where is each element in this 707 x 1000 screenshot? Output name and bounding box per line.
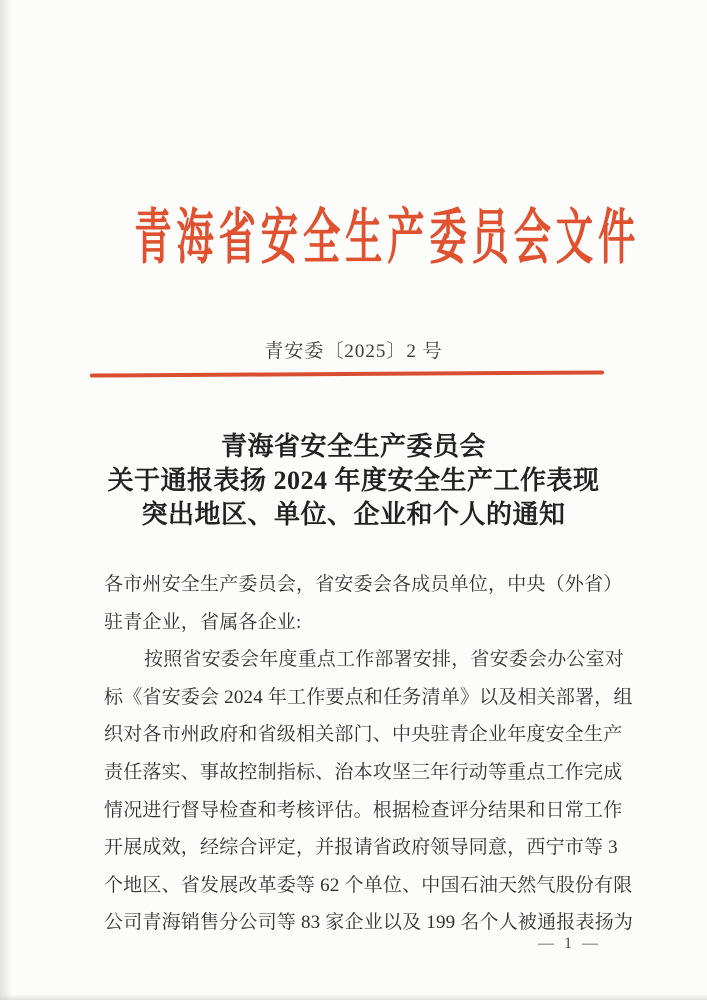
scan-edge-shadow-bottom <box>0 994 707 1000</box>
body-line: 责任落实、事故控制指标、治本攻坚三年行动等重点工作完成 <box>104 761 623 783</box>
notice-title-line-1: 青海省安全生产委员会 <box>220 432 486 461</box>
notice-body <box>104 566 634 942</box>
body-line: 各市州安全生产委员会，省安委会各成员单位，中央（外省） <box>104 574 623 595</box>
body-line: 织对各市州政府和省级相关部门、中央驻青企业年度安全生产 <box>104 724 623 746</box>
body-line: 按照省安委会年度重点工作部署安排，省安委会办公室对 <box>144 649 625 671</box>
red-divider-rule <box>90 370 604 377</box>
red-header-banner: 青海省安全生产委员会文件 <box>134 205 641 271</box>
document-number: 青安委〔2025〕2 号 <box>264 341 443 362</box>
body-line: 驻青企业，省属各企业: <box>104 611 302 633</box>
body-line: 情况进行督导检查和考核评估。根据检查评分结果和日常工作 <box>104 799 623 821</box>
page-number: — 1 — <box>538 935 601 952</box>
body-line: 个地区、省发展改革委等 62 个单位、中国石油天然气股份有限 <box>104 874 633 896</box>
body-line: 公司青海销售分公司等 83 家企业以及 199 名个人被通报表扬为 <box>104 912 634 934</box>
notice-title <box>0 430 707 532</box>
notice-title-line-2: 关于通报表扬 2024 年度安全生产工作表现 <box>107 466 600 495</box>
notice-title-line-3: 突出地区、单位、企业和个人的通知 <box>141 500 566 529</box>
body-line: 开展成效，经综合评定，并报请省政府领导同意，西宁市等 3 <box>104 837 618 859</box>
body-line: 标《省安委会 2024 年工作要点和任务清单》以及相关部署，组 <box>104 686 633 708</box>
